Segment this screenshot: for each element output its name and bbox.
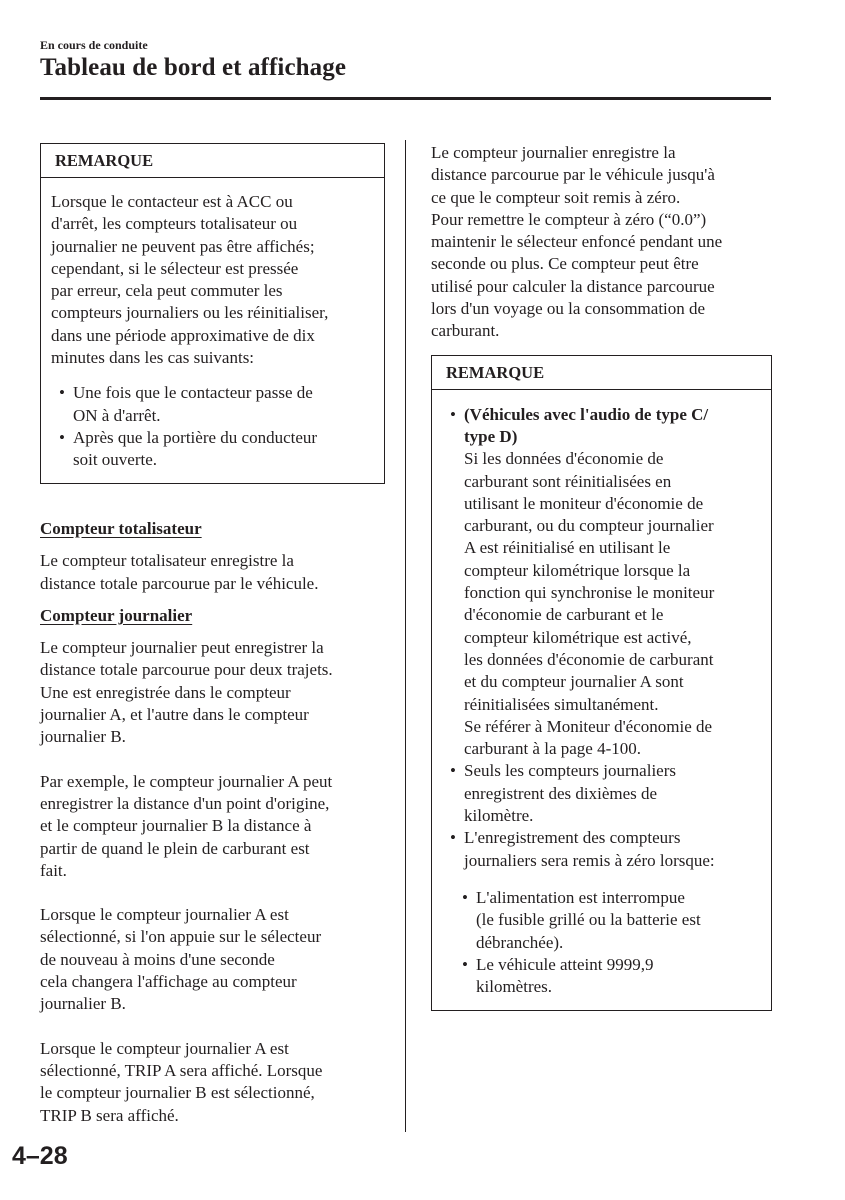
text-line: et le compteur journalier B la distance à xyxy=(40,816,312,836)
text-line: compteur kilométrique est activé, xyxy=(464,627,692,647)
right-note-box xyxy=(431,355,772,1012)
right-note-heading: REMARQUE xyxy=(432,356,771,390)
text-line: Par exemple, le compteur journalier A peut xyxy=(40,771,333,791)
trip-section xyxy=(40,605,385,1127)
text-line: Lorsque le compteur journalier A est xyxy=(40,905,289,925)
sub-bullet-list xyxy=(454,887,761,998)
bullet-dot: • xyxy=(450,761,456,781)
text-line: carburant. xyxy=(431,321,500,341)
text-line: distance totale parcourue pour deux trajets. xyxy=(40,660,333,680)
trip-paragraph xyxy=(40,1038,385,1127)
text-line: journaliers sera remis à zéro lorsque: xyxy=(464,850,715,870)
text-line: minutes dans les cas suivants: xyxy=(51,348,255,368)
left-column xyxy=(40,143,385,1127)
bullet-item xyxy=(442,404,761,761)
odometer-heading: Compteur totalisateur xyxy=(40,519,202,538)
sub-bullet-item xyxy=(454,954,761,999)
text-line: L'enregistrement des compteurs xyxy=(464,828,681,848)
trip-paragraph xyxy=(40,637,385,748)
text-line: A est réinitialisé en utilisant le xyxy=(464,538,671,558)
bullet-dot: • xyxy=(59,427,65,447)
text-line: et du compteur journalier A sont xyxy=(464,672,684,692)
text-line: Lorsque le compteur journalier A est xyxy=(40,1038,289,1058)
text-line: débranchée). xyxy=(476,932,564,952)
text-line: utilisant le moniteur d'économie de xyxy=(464,493,704,513)
text-line: compteur kilométrique lorsque la xyxy=(464,560,691,580)
trip-heading: Compteur journalier xyxy=(40,605,193,625)
right-column xyxy=(431,142,776,1011)
text-line: fait. xyxy=(40,860,67,880)
left-note-box xyxy=(40,143,385,484)
text-line: TRIP B sera affiché. xyxy=(40,1105,179,1125)
bullet-item xyxy=(442,827,761,872)
text-line: seconde ou plus. Ce compteur peut être xyxy=(431,254,699,274)
text-line: (Véhicules avec l'audio de type C/ xyxy=(464,404,709,424)
text-line: journalier A, et l'autre dans le compteur xyxy=(40,705,309,725)
page-number: 4–28 xyxy=(12,1142,68,1170)
text-line: ON à d'arrêt. xyxy=(73,405,161,425)
text-line: fonction qui synchronise le moniteur xyxy=(464,583,715,603)
text-line: journalier B. xyxy=(40,727,126,747)
text-line: partir de quand le plein de carburant est xyxy=(40,838,310,858)
text-line: utilisé pour calculer la distance parcourue xyxy=(431,276,715,296)
text-line: de nouveau à moins d'une seconde xyxy=(40,949,275,969)
text-line: journalier B. xyxy=(40,994,126,1014)
text-line: d'économie de carburant et le xyxy=(464,605,664,625)
text-line: enregistrer la distance d'un point d'origine, xyxy=(40,793,330,813)
bullet-item xyxy=(51,427,374,472)
text-line: Seuls les compteurs journaliers xyxy=(464,761,676,781)
text-line: Si les données d'économie de xyxy=(464,449,664,469)
title-rule xyxy=(40,97,771,100)
bullet-dot: • xyxy=(59,383,65,403)
text-line: d'arrêt, les compteurs totalisateur ou xyxy=(51,214,298,234)
text-line: carburant à la page 4-100. xyxy=(464,739,641,759)
text-line: sélectionné, TRIP A sera affiché. Lorsque xyxy=(40,1060,323,1080)
bullet-item xyxy=(51,382,374,427)
text-line: réinitialisées simultanément. xyxy=(464,694,659,714)
page-title: Tableau de bord et affichage xyxy=(40,54,347,81)
text-line: enregistrent des dixièmes de xyxy=(464,783,658,803)
text-line: sélectionné, si l'on appuie sur le sélecteur xyxy=(40,927,322,947)
text-line: distance totale parcourue par le véhicule. xyxy=(40,573,319,593)
text-line: Une fois que le contacteur passe de xyxy=(73,383,313,403)
text-line: compteurs journaliers ou les réinitialiser, xyxy=(51,303,329,323)
section-label: En cours de conduite xyxy=(40,38,148,52)
text-line: soit ouverte. xyxy=(73,450,158,470)
text-line: Une est enregistrée dans le compteur xyxy=(40,682,291,702)
text-line: L'alimentation est interrompue xyxy=(476,887,685,907)
bullet-dot: • xyxy=(450,828,456,848)
bullet-dot: • xyxy=(450,404,456,424)
right-intro-paragraph xyxy=(431,142,776,343)
text-line: journalier ne peuvent pas être affichés; xyxy=(51,236,315,256)
text-line: (le fusible grillé ou la batterie est xyxy=(476,910,701,930)
text-line: carburant, ou du compteur journalier xyxy=(464,516,714,536)
right-note-body xyxy=(432,390,771,1011)
column-divider xyxy=(405,140,406,1132)
odometer-section xyxy=(40,518,385,595)
trip-paragraph xyxy=(40,771,385,882)
text-line: Le compteur journalier enregistre la xyxy=(431,143,676,162)
left-note-body xyxy=(41,178,384,482)
text-line: Lorsque le contacteur est à ACC ou xyxy=(51,192,293,211)
text-line: kilomètres. xyxy=(476,977,553,997)
text-line: cependant, si le sélecteur est pressée xyxy=(51,258,299,278)
text-line: ce que le compteur soit remis à zéro. xyxy=(431,187,681,207)
trip-paragraph xyxy=(40,904,385,1015)
text-line: par erreur, cela peut commuter les xyxy=(51,281,283,301)
text-line: distance parcourue par le véhicule jusqu'à xyxy=(431,165,715,185)
text-line: Le compteur journalier peut enregistrer la xyxy=(40,638,324,658)
sub-bullet-item xyxy=(454,887,761,954)
bullet-dot: • xyxy=(462,954,468,974)
left-note-heading: REMARQUE xyxy=(41,144,384,178)
bullet-item xyxy=(442,760,761,827)
text-line: lors d'un voyage ou la consommation de xyxy=(431,299,706,319)
text-line: carburant sont réinitialisées en xyxy=(464,471,672,491)
text-line: Se référer à Moniteur d'économie de xyxy=(464,716,713,736)
left-note-intro xyxy=(51,191,374,369)
text-line: Le véhicule atteint 9999,9 xyxy=(476,954,654,974)
text-line: cela changera l'affichage au compteur xyxy=(40,972,297,992)
bullet-dot: • xyxy=(462,887,468,907)
text-line: dans une période approximative de dix xyxy=(51,325,315,345)
text-line: maintenir le sélecteur enfoncé pendant une xyxy=(431,232,723,252)
text-line: type D) xyxy=(464,426,518,446)
text-line: Le compteur totalisateur enregistre la xyxy=(40,551,294,571)
text-line: le compteur journalier B est sélectionné, xyxy=(40,1083,315,1103)
text-line: Après que la portière du conducteur xyxy=(73,427,318,447)
text-line: les données d'économie de carburant xyxy=(464,649,714,669)
text-line: kilomètre. xyxy=(464,806,534,826)
text-line: Pour remettre le compteur à zéro (“0.0”) xyxy=(431,209,707,229)
